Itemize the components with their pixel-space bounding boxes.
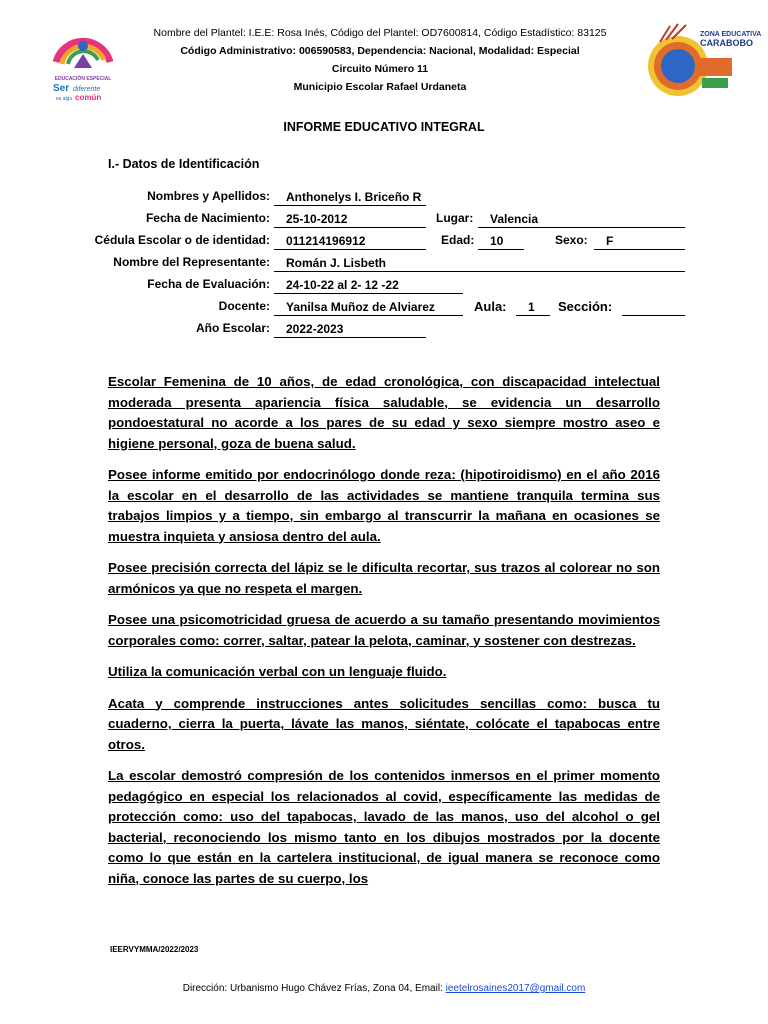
logo-left-text5: común [75,93,102,102]
header-line-2: Código Administrativo: 006590583, Dependencia: Nacional, Modalidad: Especial [180,45,580,57]
lugar-value: Valencia [478,211,685,228]
evaluacion-value: 24-10-22 al 2- 12 -22 [274,277,463,294]
docente-label: Docente: [218,299,270,313]
logo-left-text2: Ser [53,83,70,94]
cedula-value: 011214196912 [274,233,426,250]
evaluacion-label: Fecha de Evaluación: [147,277,270,291]
header-line-3: Circuito Número 11 [331,63,429,75]
lugar-label: Lugar: [436,211,474,225]
aula-value: 1 [516,299,550,316]
nacimiento-value: 25-10-2012 [274,211,426,228]
section-title: I.- Datos de Identificación [108,157,260,171]
cedula-label: Cédula Escolar o de identidad: [94,233,270,247]
anio-value: 2022-2023 [274,321,426,338]
aula-label: Aula: [474,299,507,314]
seccion-value [622,299,685,316]
representante-value: Román J. Lisbeth [274,255,685,272]
logo-left-text4: es algo [56,96,73,102]
paragraph-3: Posee precisión correcta del lápiz se le dificulta recortar, sus trazos al colorear no son armónicos ya que no respeta el margen. [108,560,660,596]
sexo-value: F [594,233,685,250]
zona-educativa-logo [640,22,762,102]
header-line-4: Municipio Escolar Rafael Urdaneta [293,81,467,93]
email-link[interactable]: ieetelrosaines2017@gmail.com [445,983,586,994]
representante-label: Nombre del Representante: [113,255,270,269]
paragraph-7: La escolar demostró compresión de los contenidos inmersos en el primer momento pedagógico en especial los relacionados al covid, específicamente las medidas de protección como: uso del tapabocas, lavado de las manos, uso del alcohol o gel bacterial, reconociendo los mismo tanto en los dibujos mostrados por la docente como lo que están en la cartelera institucional, de igual manera se reconoce como niña, conoce las partes de su cuerpo, los [108,768,660,886]
logo-left-text1: EDUCACIÓN ESPECIAL [54,76,112,82]
document-title: INFORME EDUCATIVO INTEGRAL [283,120,485,134]
nombres-value: Anthonelys I. Briceño R [274,189,426,206]
logo-left-text3: diferente [73,86,101,93]
document-code: IEERVYMMA/2022/2023 [110,945,199,954]
seccion-label: Sección: [558,299,613,314]
anio-label: Año Escolar: [195,321,270,335]
docente-value: Yanilsa Muñoz de Alviarez [274,299,463,316]
report-body [108,372,660,900]
address-text: Dirección: Urbanismo Hugo Chávez Frías, Zona 04, Email: [182,983,446,994]
nacimiento-label: Fecha de Nacimiento: [145,211,270,225]
logo-right-text2: CARABOBO [700,38,753,48]
education-special-logo [48,24,118,114]
paragraph-5: Utiliza la comunicación verbal con un lenguaje fluido. [108,664,447,679]
edad-value: 10 [478,233,524,250]
paragraph-4: Posee una psicomotricidad gruesa de acuerdo a su tamaño presentando movimientos corporales como: correr, saltar, patear la pelota, caminar, y sostener con destrezas. [108,612,660,648]
institution-header [130,24,630,96]
logo-right-text1: ZONA EDUCATIVA [700,31,762,38]
header-line-1: Nombre del Plantel: I.E.E: Rosa Inés, Código del Plantel: OD7600814, Código Estadístico: 83125 [153,27,607,39]
paragraph-2: Posee informe emitido por endocrinólogo donde reza: (hipotiroidismo) en el año 2016 la escolar en el desarrollo de las actividades se mantiene tranquila termina sus trabajos limpios y a tiempo, sin embargo al transcurrir la mañana en ocasiones se muestra inquieta y ansiosa dentro del aula. [108,467,660,544]
paragraph-1: Escolar Femenina de 10 años, de edad cronológica, con discapacidad intelectual moderada presenta apariencia física saludable, se evidencia un desarrollo pondoestatural no acorde a los pares de su edad y sexo siempre mostro aseo e higiene personal, goza de buena salud. [108,374,660,451]
footer-address [0,983,768,994]
edad-label: Edad: [441,233,475,247]
sexo-label: Sexo: [555,233,588,247]
nombres-label: Nombres y Apellidos: [147,189,270,203]
paragraph-6: Acata y comprende instrucciones antes solicitudes sencillas como: busca tu cuaderno, cierra la puerta, lávate las manos, siéntate, colócate el tapabocas entre otros. [108,695,660,752]
